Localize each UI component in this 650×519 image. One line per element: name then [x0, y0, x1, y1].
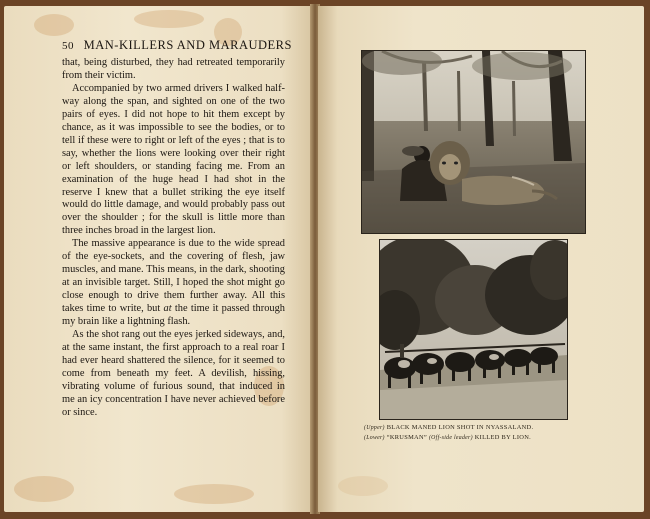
running-head — [62, 38, 302, 53]
paragraph-1: that, being disturbed, they had retreated temporarily from their victim. — [62, 57, 285, 81]
running-head-title: MAN-KILLERS AND MARAUDERS — [83, 38, 292, 52]
paragraph-3: The massive appearance is due to the wide spread of the eye-sockets, and the covering of flesh, jaw muscles, and mane. This means, in the dark, shooting at an invisible target. Still, I hoped the shot might go close enough to drive them further away. All this takes time to write, but at the time it passed through my brain like a lightning flash. — [62, 238, 285, 328]
paragraph-2: Accompanied by two armed drivers I walked half-way along the span, and sighted on one of the two pairs of eyes. I did not hope to hit them except by chance, as it was impossible to see the bodies, or to tell if these were to right or left of the eyes ; that is to say, whether the lions were looking over their right or left shoulders, or standing facing me. From an examination of the huge head I had shot in the reserve I knew that a bullet striking the eye itself would do little damage, and would probably pass out over the shoulder ; for the skull is little more than three inches broad in the largest lion. — [62, 82, 285, 237]
paragraph-4: As the shot rang out the eyes jerked sideways, and, at the same instant, the first approach to a real roar I had ever heard shattered the silence, for it seemed to come from beneath my feet. A devilish, hissing, vibrating volume of furious sound, that induced in me an icy concentration I have never achieved before or since. — [62, 329, 285, 418]
caption-lower: (Lower) “KRUSMAN” (Off-side leader) KILLED BY LION. — [364, 434, 532, 441]
photo-lion — [361, 50, 586, 234]
page-number: 50 — [62, 40, 74, 52]
caption-upper: (Upper) BLACK MANED LION SHOT IN NYASSALAND. — [364, 424, 534, 431]
photo-captions — [364, 423, 594, 443]
body-text — [62, 57, 285, 420]
photo-oxen — [379, 239, 568, 420]
